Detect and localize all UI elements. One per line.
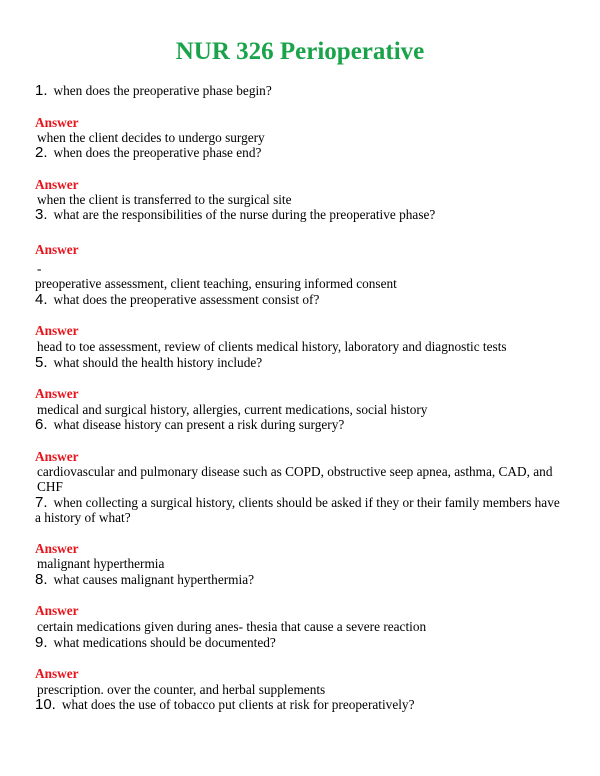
question-text: what does the preoperative assessment consist of? — [53, 292, 320, 307]
question-number: 3. — [35, 206, 48, 223]
answer-label-2: Answer — [35, 177, 79, 192]
question-text: when does the preoperative phase begin? — [53, 83, 272, 98]
answer-label-4: Answer — [35, 323, 79, 338]
question-7 — [35, 495, 565, 525]
answer-3: preoperative assessment, client teaching, ensuring informed consent — [35, 276, 397, 291]
question-2 — [35, 145, 565, 160]
question-number: 4. — [35, 291, 48, 308]
answer-9: prescription. over the counter, and herbal supplements — [37, 682, 326, 697]
answer-label-3: Answer — [35, 242, 79, 257]
document-title: NUR 326 Perioperative — [175, 38, 425, 65]
question-text: what medications should be documented? — [53, 635, 276, 650]
answer-8: certain medications given during anes- thesia that cause a severe reaction — [37, 619, 427, 634]
question-text: what causes malignant hyperthermia? — [53, 572, 255, 587]
question-9 — [35, 635, 565, 650]
question-text: what are the responsibilities of the nurse during the preoperative phase? — [53, 207, 436, 222]
question-number: 5. — [35, 354, 48, 371]
question-number: 6. — [35, 416, 48, 433]
question-text: when does the preoperative phase end? — [53, 145, 262, 160]
answer-3-dash: - — [37, 261, 42, 276]
answer-7: malignant hyperthermia — [37, 556, 165, 571]
answer-1: when the client decides to undergo surgery — [37, 130, 265, 145]
question-number: 10. — [35, 696, 56, 713]
question-number: 2. — [35, 144, 48, 161]
question-number: 9. — [35, 634, 48, 651]
answer-label-8: Answer — [35, 603, 79, 618]
answer-5: medical and surgical history, allergies, current medications, social history — [37, 402, 428, 417]
question-number: 7. — [35, 494, 48, 511]
answer-4: head to toe assessment, review of clients medical history, laboratory and diagnostic tests — [37, 339, 507, 354]
answer-2: when the client is transferred to the surgical site — [37, 192, 292, 207]
answer-6: cardiovascular and pulmonary disease such as COPD, obstructive seep apnea, asthma, CAD, and CHF — [37, 464, 553, 494]
question-text: when collecting a surgical history, clients should be asked if they or their family members have a history of what? — [35, 495, 560, 525]
question-8 — [35, 572, 565, 587]
question-1 — [35, 83, 565, 98]
question-3 — [35, 207, 565, 222]
question-5 — [35, 355, 565, 370]
answer-label-6: Answer — [35, 449, 79, 464]
answer-label-1: Answer — [35, 115, 79, 130]
answer-label-5: Answer — [35, 386, 79, 401]
answer-label-9: Answer — [35, 666, 79, 681]
question-4 — [35, 292, 565, 307]
question-text: what does the use of tobacco put clients at risk for preoperatively? — [61, 697, 415, 712]
question-text: what should the health history include? — [53, 355, 263, 370]
question-6 — [35, 417, 565, 432]
question-10 — [35, 697, 565, 712]
question-number: 8. — [35, 571, 48, 588]
question-number: 1. — [35, 82, 48, 99]
question-text: what disease history can present a risk during surgery? — [53, 417, 345, 432]
answer-label-7: Answer — [35, 541, 79, 556]
